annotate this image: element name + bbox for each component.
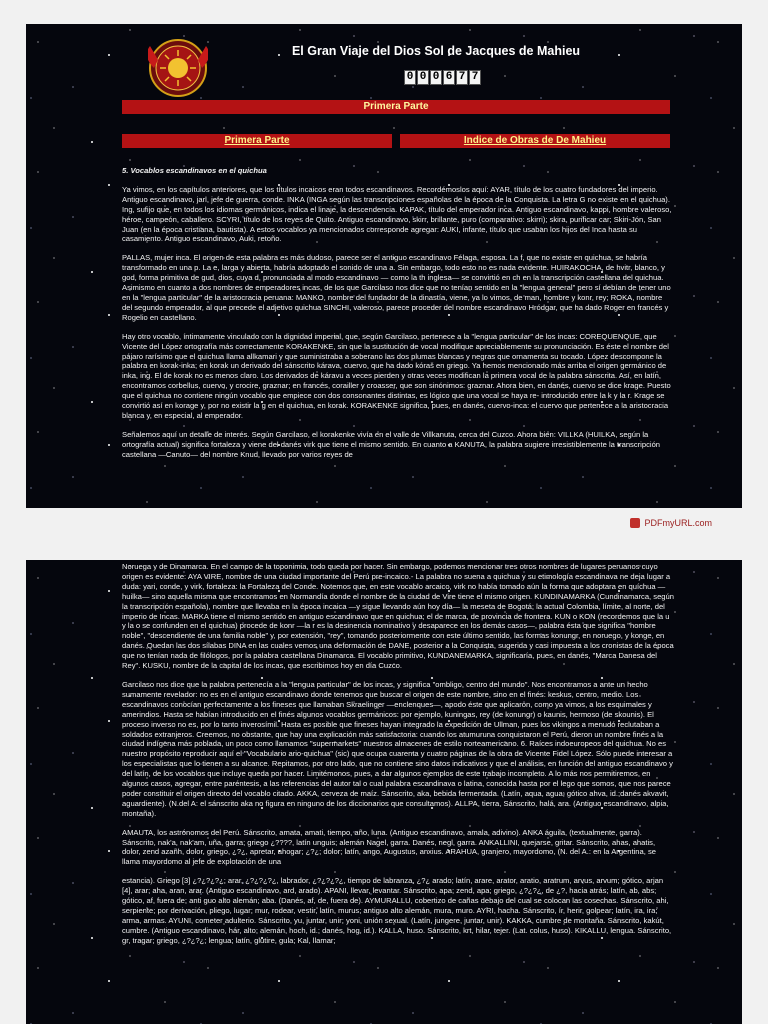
nav-separator	[392, 134, 400, 148]
counter-digit: 0	[430, 70, 442, 85]
section-heading: 5. Vocablos escandinavos en el quichua	[122, 166, 267, 175]
pdf-watermark-text: PDFmyURL.com	[644, 518, 712, 528]
paragraph: Señalemos aquí un detalle de interés. Según Garcilaso, el korakenke vivía en el valle de Villkanuta, cerca del Cuzco. Ahora bien: VILLKA (HUILKA, según la ortografía actual) significa fortaleza y viene del danés virk que tiene el mismo sentido. En cuanto a KANUTA, la palabra sugiere irresistiblemente la transcripción castellana —Canuto— del nombre Knud, llevado por varios reyes de	[122, 429, 661, 459]
counter-digit: 0	[404, 70, 416, 85]
counter-digit: 7	[456, 70, 468, 85]
section-title-bar: Primera Parte	[122, 100, 670, 114]
sun-emblem-logo	[148, 38, 208, 98]
counter-digit: 6	[443, 70, 455, 85]
counter-digit: 0	[417, 70, 429, 85]
paragraph: Hay otro vocablo, íntimamente vinculado con la dignidad imperial, que, según Garcilaso, pertenece a la "lengua particular" de los incas: COREQUENQUE, que Vicente del López ortografía más correctamente KORAKENKE, sin que la sustitución de vocal modifique apreciablemente su pronunciación. Es éste el nombre del pájaro rarísimo que el quichua llama allkamari y que suministraba a soberano las dos plumas blancas y negras que ornamenta su tocado. López descompone la palabra en korak-inka; en korak un derivado del sánscrito kárava, cuervo, que ha dado kóraš en griego. Ya hemos mencionado más arriba el origen germánico de inka, ing. El de korak no es menos claro. Los derivados de káravu a veces pierden y otras veces modifican la primera vocal de la palabra sánscrita. Así, en latín, encontramos corbellus, cuervo, y crocire, graznar; en francés, corailler y croasser, que son sinónimos: graznar. Ahora bien, en danés, cuervo se dice krage. Puesto que el quichua no contiene ningún vocablo que empiece con dos consonantes distintas, es lógico que una vocal se haya re- introducido entre la k y la r. Krage se convirtió así en korage y, por no existir la g en el quichua, en korak. KORAKENKE significa, pues, en danés, cuervo-inca: el cuervo que pertenece a la aristocracia blanca y, en especial, al emperador.	[122, 331, 671, 420]
article-body-page-2	[122, 562, 674, 955]
paragraph: Ya vimos, en los capítulos anteriores, que los títulos incaicos eran todos escandinavos. Recordémoslos aquí: AYAR, título de los cuatro fundadores del imperio. Antiguo escandinavo, jarl, jefe de guerra, conde. INKA (INGA según las transcripciones españolas de la época de la Conquista. La letra G no existe en el quichua). Ing, sufijo que, en todos los idiomas germánicos, indica el linaje, la descendencia. KAPAK, título del emperador inca. Antiguo escandinavo, kappi, hombre valeroso, héroe, campeón, caballero. SCYRI, título de los reyes de Quito. Antiguo escandinavo, skirr, brillante, puro (comparativo: skirri); skira, purificar car; Skiri-Jón, San Juan (en la época cristiana, bautista). A estos vocablos ya mencionados corresponde agregar: AUKI, infante, título que usaban los hijos del Inca hasta su casamiento. Antiguo escandinavo, Auki, retoño.	[122, 184, 672, 244]
nav-link-primera-parte[interactable]: Primera Parte	[122, 134, 392, 148]
navigation-bar	[122, 134, 670, 148]
document-page-1	[26, 24, 742, 508]
pdfmyurl-logo-icon	[630, 518, 640, 528]
pdf-watermark[interactable]	[630, 518, 712, 528]
nav-link-indice-obras[interactable]: Indice de Obras de De Mahieu	[400, 134, 670, 148]
site-title: El Gran Viaje del Dios Sol de Jacques de Mahieu	[291, 44, 581, 58]
page-separator	[26, 508, 742, 560]
paragraph: PALLAS, mujer inca. El origen de esta palabra es más dudoso, parece ser el antiguo escandinavo Félaga, esposa. La f, que no existe en quichua, se habría transformado en una p. La e, larga y abierta, habría adoptado el sonido de una a. Sin embargo, todo esto no es nada evidente. HUIRAKOCHA, de hvitr, blanco, y god, forma primitiva de gud, dios, cuya d, pronunciada al modo escandinavo — como la th inglesa— se convirtió en ch en la transcripción castellana del quichua. Asimismo en cuanto a dos nombres de emperadores incas, de los que Garcilaso nos dice que no tenían sentido en la "lengua general" pero sí debían de tener uno en la "lengua particular" de la aristocracia peruana: MANKO, nombre del fundador de la dinastía, viene, ya lo vimos, de man, hombre y konr, rey; ROKA, nombre del segundo emperador, al que precede el adjetivo quichua SINCHI, valeroso, parece proceder del nombre escandinavo Hródgar, que ha dado Roger en francés y Rogelio en castellano.	[122, 253, 671, 322]
paragraph: estancia). Griego [3] ¿?¿?¿?¿; arar, ¿?¿?¿?¿, labrador, ¿?¿?¿?¿, tiempo de labranza, ¿?¿ arado; latín, arare, arator, aratio, aratrum, arvus, arvum; gótico, arjan [4], arar; aha, aran, arar. (Antiguo escandinavo, ard, arado). APANI, llevar, levantar. Sánscrito, apa; zend, apa; griego, ¿?¿?¿, de ¿?, hacia atrás; latín, ab, abs; gótico, af, fuera de; anti guo alto alemán; aba. (Danés, af, de, fuera de). AYMURALLU, cobertizo de cañas debajo del cual se colocan las cosechas. Sánscrito, ahi, serpiente; por derivación, pliego, lugar; mur, rodear, vestir, latín, murus; antiguo alto alemán, mura, muro. AYRI, hacha. Sánscrito, ír, herir, golpear; latín, ira, ira; arma, armas. AYUNI, cometer adulterio. Sánscrito, yu, juntar, unir; yoni, unión sexual. (Latín, jungere, juntar, unir). KAKKA, cumbre de montaña. Sánscrito, kakút, cumbre. (Antiguo escandinavo, hár, alto; alemán, hoch, id.; danés, hog, id.). KALLA, huso. Sánscrito, krt, hilar, tejer. (Lat. colus, huso). KIKALLU, lengua. Sánscrito, gr, tragar; griego, ¿?¿?¿; lengua; latín, glutire, gula; Kal, llamar;	[122, 876, 672, 945]
paragraph: Garcilaso nos dice que la palabra pertenecía a la "lengua particular" de los incas, y significa "ombligo, centro del mundo". Nos encontramos a ante un hecho sumamente revelador: no es en el antiguo escandinavo donde tenemos que buscar el origen de este nombre, sino en el finés: keskus, centro, medio. Los escandinavos conocían perfectamente a los fineses que llamaban Skraelinger —enclenques—, apodo éste que aplicaron, como ya vimos, a los esquimales y amerindios. Hasta se habían introducido en el finés algunos vocablos germánicos: por ejemplo, kuningas, rey (de konungr) o kaunis, hermoso (de skounis). El proceso inverso no es, por lo tanto inverosímil. Hasta es posible que fineses hayan integrado la expedición de Ullman, pues los vikingos a menudó reclutaban a soldados extranjeros. Creemos, no obstante, que hay una explicación más satisfactoria: cuando los atumuruna conquistaron el Perú, dieron un nombre finés a la ciudad indígena más poblada, un poco como llamamos "supermarkets" nuestros almacenes de estilo norteamericano. 6. Raíces indoeuropeos del quichua. No es nuestro propósito reproducir aquí el "Vocabulario ario-quichua" (sic) que ocupa cuarenta y cuatro páginas de la obra de Vicente Fidel López. Sólo puede interesar a los especialistas que lo tienen a su alcance. Repitamos, por otro lado, que no contiene sino datos indicativos y que el análisis, en función del antiguo escandinavo y del latín, de los vocablos que incluye queda por hacer. Limitémonos, pues, a dar algunos ejemplos de este trabajo incompleto. A lo más nos permitiremos, en algunos casos, agregar, entre paréntesis, a las referencias del autor tal o cual palabra escandinava o latina, conocida hasta por el lego que somos, que nos parece poder constituir el origen directo del vocablo citado. AKKA, cerveza de maíz. Sánscrito, aka, bebida fermentada. (Latín, aqua, agua; gótico ahva, id.;danés akvavit, aguardiente). (N.del A: el sánscrito aka no figura en ninguno de los diccionarios que consultamos). ALLPA, tierra, Sánscrito, halá, ara. (Antiguo escandinavo, alpia, montaña).	[122, 679, 673, 818]
paragraph: Noruega y de Dinamarca. En el campo de la toponimia, todo queda por hacer. Sin embargo, podemos mencionar tres otros nombres de lugares peruanos cuyo origen es evidente: AYA VIRE, nombre de una ciudad importante del Perú pre-incaico.- La palabra no suena a quichua y su etimología escandinava ne deja lugar a duda: yari, conde, y virk, fortaleza: la Fortaleza del Conde. Notemos que, en este vocablo arcaico, virk no había tomado aún la forma que adoptara en quíchua —huilka— sino aquella misma que encontramos en Normandía donde el nombre de la ciudad de Vire tiene el mismo origen. KUNDINAMARKA (Cundinamarca, según la transcripción española), nombre que llevaba en la época incaica —y sigue llevando aún hoy día— la meseta de Bogotá; la actual Colombia, límite, al norte, del imperio de Incas. MARKA tiene el mismo sentido en antiguo escandinavo que en quichua; el de marca, de provincia de frontera. KUN o KON (recordemos que la u y la o se confunden en el quichua) procede de konr —la r es la desinencia nominativo y desaparece en los demás casos—, palabra ésta que significa "hombre noble", "descendiente de una familia noble" y, por extensión, "rey", tomando posteriormente con este último sentido, las formas konungr, en noruego, y konge, en danés. Quedan las dos sílabas DINA en las cuales vemos una deformación de DANE, posterior a la Conquista, sugerida y casi impuesta a los cronistas de la época que no tenían nada de filólogos, por la palabra castellana Dinamarca. El vocablo primitivo, KUNDANEMARKA, significaría, pues, en danés, "Marca Danesa del Rey". KUSKU, nombre de la capital de los incas, que escribimos hoy en día Cuzco.	[122, 562, 674, 671]
article-body-page-1	[122, 166, 674, 469]
document-page-2	[26, 560, 742, 1024]
counter-digit: 7	[469, 70, 481, 85]
visit-counter	[404, 70, 481, 85]
paragraph: AMAUTA, los astrónomos del Perú. Sánscrito, amata, amati, tiempo, año, luna. (Antiguo escandinavo, amala, adivino). ANKA águila, (textualmente, garra). Sánscrito, nak'a, nak'am, uña, garra; griego ¿????, latín unguis; alemán Nagel, garra. Danés, negl, garra. ANKALLINI, quejarse, gritar. Sánscrito, ahas, ahatis, dolor, zend azañh, dolor, griego, ¿?¿, apretar, ahogar; ¿?¿; dolor; latín, ango, Augustus, anxius. ARAHUA, granjero, mayordomo, (N. del A.: en la Argentina, se llama mayordomo al jefe de explotación de una	[122, 827, 656, 867]
